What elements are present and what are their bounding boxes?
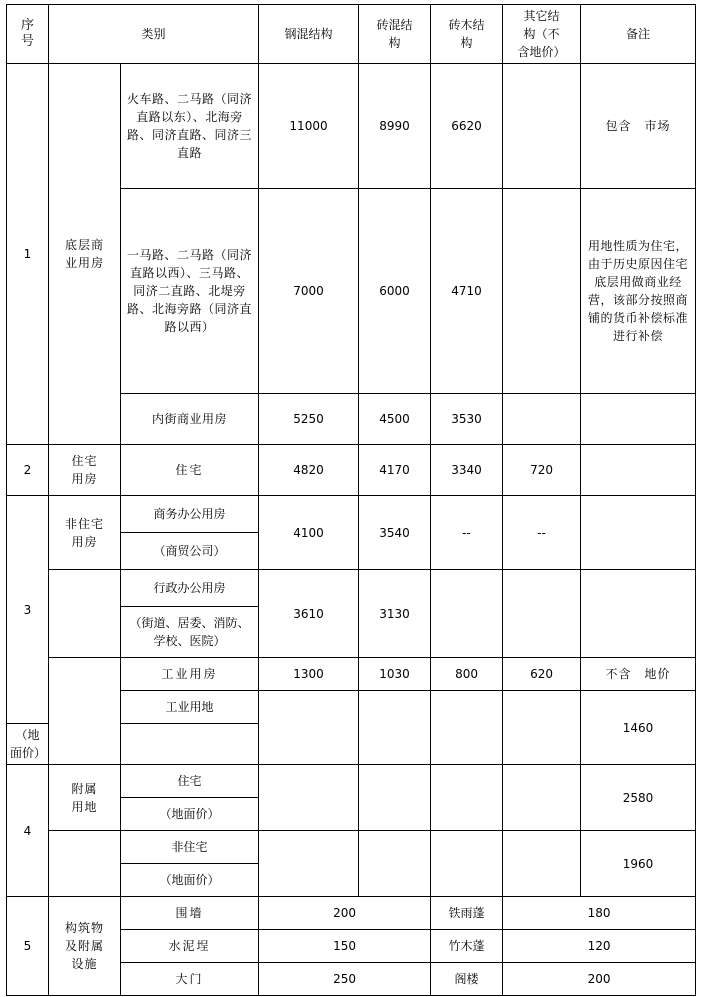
value-remark — [581, 570, 696, 658]
value-a: 200 — [259, 897, 431, 930]
table-row — [7, 496, 696, 533]
value-reinforced-concrete: 5250 — [259, 394, 359, 445]
value-brick-wood — [431, 570, 503, 658]
value-a: 250 — [259, 963, 431, 996]
value-other: 720 — [503, 445, 581, 496]
value-brick-concrete: 4500 — [359, 394, 431, 445]
item-name-b: 阁楼 — [431, 963, 503, 996]
row-category-5 — [49, 897, 121, 996]
value-brick-wood: 6620 — [431, 64, 503, 189]
header-reinforced-concrete: 钢混结构 — [259, 5, 359, 64]
value-other — [503, 765, 581, 831]
value-a: 150 — [259, 930, 431, 963]
item-name: 工业用地 — [121, 691, 259, 724]
value-remark: 1960 — [581, 831, 696, 897]
header-seq-line1: 序 — [20, 17, 34, 33]
item-name: 火车路、二马路（同济直路以东）、北海旁路、同济直路、同济三直路 — [121, 64, 259, 189]
value-reinforced-concrete: 4100 — [259, 496, 359, 570]
header-other-structure — [503, 5, 581, 64]
item-name-a: 水泥埕 — [121, 930, 259, 963]
item-name-sub: （地面价） — [121, 864, 259, 897]
row-index-2: 2 — [7, 445, 49, 496]
header-brick-wood-line2: 构 — [460, 36, 473, 50]
table-row — [7, 831, 696, 864]
row-category-3 — [49, 496, 121, 570]
item-name: 非住宅 — [121, 831, 259, 864]
header-other-line2: 构（不 — [523, 27, 560, 41]
value-reinforced-concrete — [259, 765, 359, 831]
header-brick-wood-line1: 砖木结 — [448, 18, 485, 32]
row-category-3-line2: 用房 — [71, 534, 98, 549]
table-row — [7, 765, 696, 798]
value-remark: 1460 — [581, 691, 696, 765]
table-row — [7, 64, 696, 189]
value-brick-concrete: 3130 — [359, 570, 431, 658]
row-category-1-line1: 底层商 — [64, 238, 104, 252]
value-remark: 2580 — [581, 765, 696, 831]
table-row — [7, 897, 696, 930]
item-name: 工业用房 — [121, 658, 259, 691]
row-category-5-line1: 构筑物 — [64, 921, 104, 935]
item-name-sub: （街道、居委、消防、学校、医院） — [121, 607, 259, 658]
compensation-standards-table — [6, 4, 696, 996]
value-remark — [581, 496, 696, 570]
row-index-1: 1 — [7, 64, 49, 445]
value-reinforced-concrete: 3610 — [259, 570, 359, 658]
value-other: -- — [503, 496, 581, 570]
value-remark — [581, 394, 696, 445]
row-category-3-cont — [49, 570, 121, 658]
item-name: 一马路、二马路（同济直路以西）、三马路、同济二直路、北堤旁路、北海旁路（同济直路以西） — [121, 189, 259, 394]
table-row — [7, 445, 696, 496]
value-other — [503, 189, 581, 394]
header-seq — [7, 5, 49, 64]
value-brick-wood: 3340 — [431, 445, 503, 496]
value-other — [503, 831, 581, 897]
item-name-b: 铁雨蓬 — [431, 897, 503, 930]
item-name-sub: （地面价） — [7, 724, 49, 765]
value-remark — [581, 445, 696, 496]
value-remark: 包含 市场 — [581, 64, 696, 189]
row-category-1 — [49, 64, 121, 445]
value-brick-concrete: 4170 — [359, 445, 431, 496]
row-category-3-line1: 非住宅 — [64, 516, 104, 531]
value-reinforced-concrete — [259, 831, 359, 897]
item-name: 商务办公用房 — [121, 496, 259, 533]
row-category-4 — [49, 765, 121, 831]
row-category-5-line2: 及附属 — [64, 939, 104, 953]
value-brick-wood — [431, 691, 503, 765]
value-b: 180 — [503, 897, 696, 930]
row-index-4: 4 — [7, 765, 49, 897]
value-brick-concrete — [359, 831, 431, 897]
header-other-line1: 其它结 — [523, 9, 560, 23]
row-category-3-cont2 — [49, 658, 121, 765]
row-category-1-line2: 业用房 — [64, 256, 104, 270]
item-name-b: 竹木蓬 — [431, 930, 503, 963]
value-other — [503, 394, 581, 445]
value-other — [503, 570, 581, 658]
item-name-a: 围墙 — [121, 897, 259, 930]
table-header-row — [7, 5, 696, 64]
item-name: 住宅 — [121, 765, 259, 798]
row-category-4-line1: 附属 — [71, 781, 98, 796]
value-brick-concrete: 1030 — [359, 658, 431, 691]
header-brick-concrete — [359, 5, 431, 64]
value-other — [503, 691, 581, 765]
value-reinforced-concrete — [259, 691, 359, 765]
table-row — [7, 570, 696, 607]
value-brick-wood: -- — [431, 496, 503, 570]
value-brick-concrete: 3540 — [359, 496, 431, 570]
value-brick-concrete — [359, 691, 431, 765]
item-name: 行政办公用房 — [121, 570, 259, 607]
header-remark: 备注 — [581, 5, 696, 64]
row-category-2-line1: 住宅 — [71, 454, 98, 468]
value-brick-wood: 4710 — [431, 189, 503, 394]
value-brick-wood: 3530 — [431, 394, 503, 445]
row-category-2-line2: 用房 — [71, 472, 98, 486]
header-category: 类别 — [49, 5, 259, 64]
item-name-sub: （商贸公司） — [121, 533, 259, 570]
value-brick-wood — [431, 831, 503, 897]
value-reinforced-concrete: 7000 — [259, 189, 359, 394]
value-remark: 用地性质为住宅，由于历史原因住宅底层用做商业经营，该部分按照商铺的货币补偿标准进行补偿 — [581, 189, 696, 394]
value-b: 120 — [503, 930, 696, 963]
header-brick-concrete-line2: 构 — [388, 36, 401, 50]
value-brick-concrete: 6000 — [359, 189, 431, 394]
table-row — [7, 658, 696, 691]
row-category-4-line2: 用地 — [71, 799, 98, 814]
value-reinforced-concrete: 1300 — [259, 658, 359, 691]
value-remark: 不含 地价 — [581, 658, 696, 691]
item-name: 内街商业用房 — [121, 394, 259, 445]
item-name-sub: （地面价） — [121, 798, 259, 831]
header-other-line3: 含地价） — [517, 45, 566, 59]
header-brick-concrete-line1: 砖混结 — [376, 18, 413, 32]
header-seq-line2: 号 — [20, 34, 34, 49]
value-brick-wood — [431, 765, 503, 831]
value-other: 620 — [503, 658, 581, 691]
value-other — [503, 64, 581, 189]
row-index-3: 3 — [7, 496, 49, 724]
value-brick-wood: 800 — [431, 658, 503, 691]
value-reinforced-concrete: 4820 — [259, 445, 359, 496]
value-brick-concrete: 8990 — [359, 64, 431, 189]
row-category-2 — [49, 445, 121, 496]
value-b: 200 — [503, 963, 696, 996]
row-index-5: 5 — [7, 897, 49, 996]
item-name-a: 大门 — [121, 963, 259, 996]
row-category-4-cont — [49, 831, 121, 897]
item-name: 住宅 — [121, 445, 259, 496]
value-reinforced-concrete: 11000 — [259, 64, 359, 189]
header-brick-wood — [431, 5, 503, 64]
row-category-5-line3: 设施 — [71, 957, 98, 971]
value-brick-concrete — [359, 765, 431, 831]
